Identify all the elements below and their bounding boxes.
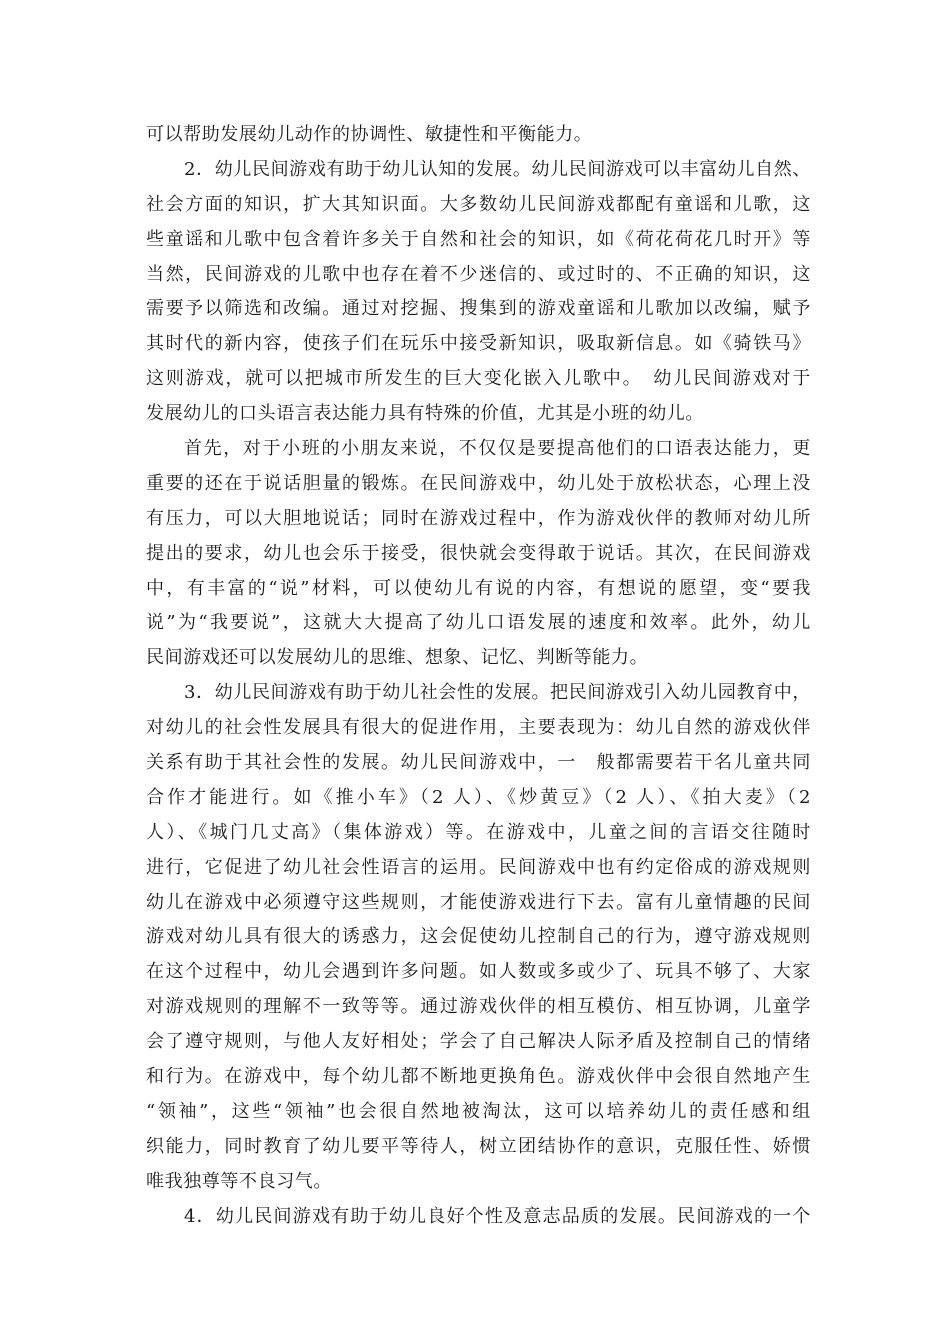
text-line: 需要予以筛选和改编。通过对挖掘、搜集到的游戏童谣和儿歌加以改编，赋予	[146, 298, 811, 320]
text-line: 对游戏规则的理解不一致等等。通过游戏伙伴的相互模仿、相互协调，儿童学	[146, 996, 811, 1018]
text-line: 可以帮助发展幼儿动作的协调性、敏捷性和平衡能力。	[146, 124, 593, 145]
body-text	[146, 118, 811, 1235]
text-line: 首先，对于小班的小朋友来说，不仅仅是要提高他们的口语表达能力，更	[184, 438, 811, 460]
text-line: 4．幼儿民间游戏有助于幼儿良好个性及意志品质的发展。民间游戏的一个	[184, 1205, 811, 1227]
text-line: 提出的要求，幼儿也会乐于接受，很快就会变得敢于说话。其次，在民间游戏	[146, 542, 811, 564]
text-line: 对幼儿的社会性发展具有很大的促进作用，主要表现为：幼儿自然的游戏伙伴	[146, 717, 811, 739]
text-line: 社会方面的知识，扩大其知识面。大多数幼儿民间游戏都配有童谣和儿歌，这	[146, 193, 811, 215]
text-line: 3．幼儿民间游戏有助于幼儿社会性的发展。把民间游戏引入幼儿园教育中，	[184, 682, 811, 704]
text-line: 重要的还在于说话胆量的锻炼。在民间游戏中，幼儿处于放松状态，心理上没	[146, 472, 811, 494]
text-line: 织能力，同时教育了幼儿要平等待人，树立团结协作的意识，克服任性、娇惯	[146, 1135, 811, 1157]
text-line: 说”为“我要说”，这就大大提高了幼儿口语发展的速度和效率。此外，幼儿	[146, 612, 811, 634]
text-line: 进行，它促进了幼儿社会性语言的运用。民间游戏中也有约定俗成的游戏规则	[146, 856, 811, 878]
text-line: 和行为。在游戏中，每个幼儿都不断地更换角色。游戏伙伴中会很自然地产生	[146, 1066, 811, 1088]
text-line: 唯我独尊等不良习气。	[146, 1170, 332, 1192]
text-line: 游戏对幼儿具有很大的诱惑力，这会促使幼儿控制自己的行为，遵守游戏规则	[146, 926, 811, 948]
text-line: 在这个过程中，幼儿会遇到许多问题。如人数或多或少了、玩具不够了、大家	[146, 961, 811, 983]
text-line: 这则游戏，就可以把城市所发生的巨大变化嵌入儿歌中。 幼儿民间游戏对于	[146, 368, 811, 390]
text-line: 民间游戏还可以发展幼儿的思维、想象、记忆、判断等能力。	[146, 647, 649, 669]
text-line: 些童谣和儿歌中包含着许多关于自然和社会的知识，如《荷花荷花几时开》等	[146, 228, 811, 250]
text-line: 2．幼儿民间游戏有助于幼儿认知的发展。幼儿民间游戏可以丰富幼儿自然、	[184, 158, 811, 180]
text-line: 关系有助于其社会性的发展。幼儿民间游戏中，一 般都需要若干名儿童共同	[146, 752, 811, 774]
text-line: 其时代的新内容，使孩子们在玩乐中接受新知识，吸取新信息。如《骑铁马》	[146, 333, 811, 355]
text-line: 发展幼儿的口头语言表达能力具有特殊的价值，尤其是小班的幼儿。	[146, 403, 704, 425]
text-line: 合作才能进行。如《推小车》（2 人）、《炒黄豆》（2 人）、《拍大麦》（2	[146, 786, 811, 808]
text-line: 当然，民间游戏的儿歌中也存在着不少迷信的、或过时的、不正确的知识，这	[146, 263, 811, 285]
text-line: 幼儿在游戏中必须遵守这些规则，才能使游戏进行下去。富有儿童情趣的民间	[146, 891, 811, 913]
text-line: 有压力，可以大胆地说话；同时在游戏过程中，作为游戏伙伴的教师对幼儿所	[146, 507, 811, 529]
text-line: 会了遵守规则，与他人友好相处；学会了自己解决人际矛盾及控制自己的情绪	[146, 1031, 811, 1053]
text-line: 人）、《城门几丈高》（集体游戏）等。在游戏中，儿童之间的言语交往随时	[146, 821, 811, 843]
text-line: 中，有丰富的“说”材料，可以使幼儿有说的内容，有想说的愿望，变“要我	[146, 577, 811, 599]
text-line: “领袖”，这些“领袖”也会很自然地被淘汰，这可以培养幼儿的责任感和组	[146, 1100, 811, 1122]
